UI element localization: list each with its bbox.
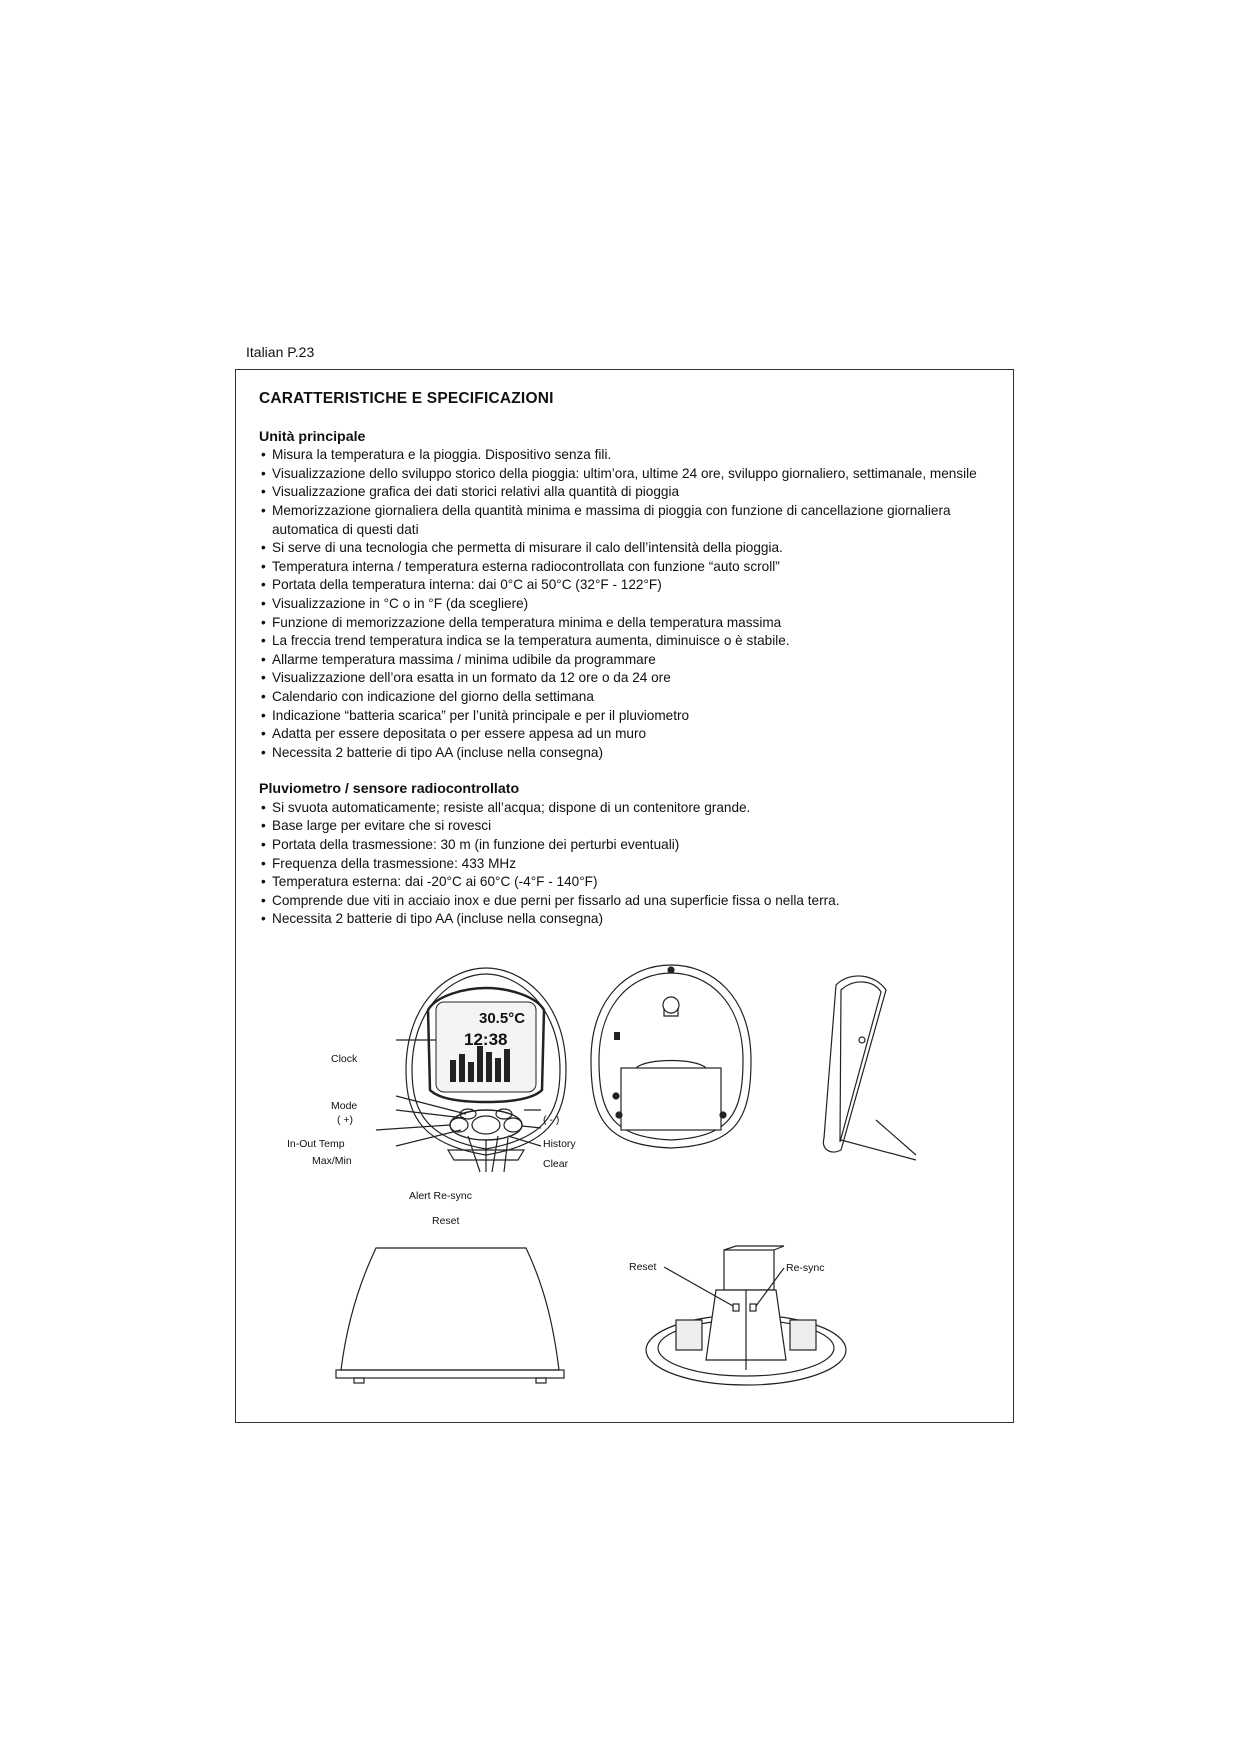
- mode-callout: Mode: [331, 1100, 358, 1112]
- main-unit-side-drawing: [823, 976, 916, 1160]
- illustrations: [236, 950, 1015, 1420]
- page-label: Italian P.23: [246, 344, 315, 360]
- max-min-callout: Max/Min: [312, 1155, 352, 1167]
- list-item: • Si svuota automaticamente; resiste all’acqua; dispone di un contenitore grande.: [259, 799, 999, 818]
- list-item: • Memorizzazione giornaliera della quantità minima e massima di pioggia con funzione di cancellazione giornaliera automatica di questi dati: [259, 502, 999, 539]
- list-item: • Misura la temperatura e la pioggia. Dispositivo senza fili.: [259, 446, 999, 465]
- plus-callout: ( +): [337, 1114, 354, 1126]
- minus-callout: ( - ): [543, 1114, 560, 1126]
- list-item: • Necessita 2 batterie di tipo AA (incluse nella consegna): [259, 910, 999, 929]
- clock-callout: Clock: [331, 1053, 358, 1065]
- document-frame: [235, 369, 1014, 1423]
- list-item: • Temperatura esterna: dai -20°C ai 60°C (-4°F - 140°F): [259, 873, 999, 892]
- lcd-time: 12:38: [464, 1030, 508, 1049]
- clear-callout: Clear: [543, 1158, 569, 1170]
- list-item: • Indicazione “batteria scarica” per l’unità principale e per il pluviometro: [259, 707, 999, 726]
- list-item: • Portata della trasmessione: 30 m (in funzione dei perturbi eventuali): [259, 836, 999, 855]
- device-illustrations-svg: [236, 950, 1015, 1420]
- list-item: • Temperatura interna / temperatura esterna radiocontrollata con funzione “auto scroll”: [259, 558, 999, 577]
- list-item: • Base large per evitare che si rovesci: [259, 817, 999, 836]
- list-item: • Calendario con indicazione del giorno della settimana: [259, 688, 999, 707]
- list-item: • Si serve di una tecnologia che permetta di misurare il calo dell’intensità della pioggia.: [259, 539, 999, 558]
- list-item: • Visualizzazione in °C o in °F (da scegliere): [259, 595, 999, 614]
- list-item: • Frequenza della trasmessione: 433 MHz: [259, 855, 999, 874]
- rain-gauge-heading: Pluviometro / sensore radiocontrollato: [259, 781, 520, 798]
- list-item: • Necessita 2 batterie di tipo AA (incluse nella consegna): [259, 744, 999, 763]
- rain-gauge-side-drawing: [336, 1248, 564, 1383]
- main-unit-heading: Unità principale: [259, 428, 366, 445]
- list-item: • Comprende due viti in acciaio inox e due perni per fissarlo ad una superficie fissa o nella terra.: [259, 892, 999, 911]
- list-item: • Funzione di memorizzazione della temperatura minima e della temperatura massima: [259, 614, 999, 633]
- list-item: • Visualizzazione grafica dei dati storici relativi alla quantità di pioggia: [259, 483, 999, 502]
- list-item: • La freccia trend temperatura indica se la temperatura aumenta, diminuisce o è stabile.: [259, 632, 999, 651]
- main-unit-back-drawing: [591, 965, 751, 1148]
- lcd-temperature: 30.5°C: [479, 1010, 526, 1027]
- in-out-temp-callout: In-Out Temp: [287, 1138, 345, 1150]
- page-title: CARATTERISTICHE E SPECIFICAZIONI: [259, 390, 554, 407]
- alert-resync-callout: Alert Re-sync: [409, 1190, 473, 1202]
- main-unit-front-drawing: [376, 968, 569, 1172]
- list-item: • Portata della temperatura interna: dai 0°C ai 50°C (32°F - 122°F): [259, 576, 999, 595]
- list-item: • Visualizzazione dell’ora esatta in un formato da 12 ore o da 24 ore: [259, 669, 999, 688]
- reset-callout: Reset: [432, 1215, 460, 1227]
- rain-gauge-list: [259, 799, 999, 929]
- sensor-resync-callout: Re-sync: [786, 1262, 825, 1274]
- list-item: • Allarme temperatura massima / minima udibile da programmare: [259, 651, 999, 670]
- history-callout: History: [543, 1138, 576, 1150]
- main-unit-list: [259, 446, 999, 762]
- sensor-reset-callout: Reset: [629, 1261, 657, 1273]
- document-content: [259, 390, 999, 929]
- list-item: • Visualizzazione dello sviluppo storico della pioggia: ultim’ora, ultime 24 ore, sviluppo giornaliero, settimanale, mensile: [259, 465, 999, 484]
- list-item: • Adatta per essere depositata o per essere appesa ad un muro: [259, 725, 999, 744]
